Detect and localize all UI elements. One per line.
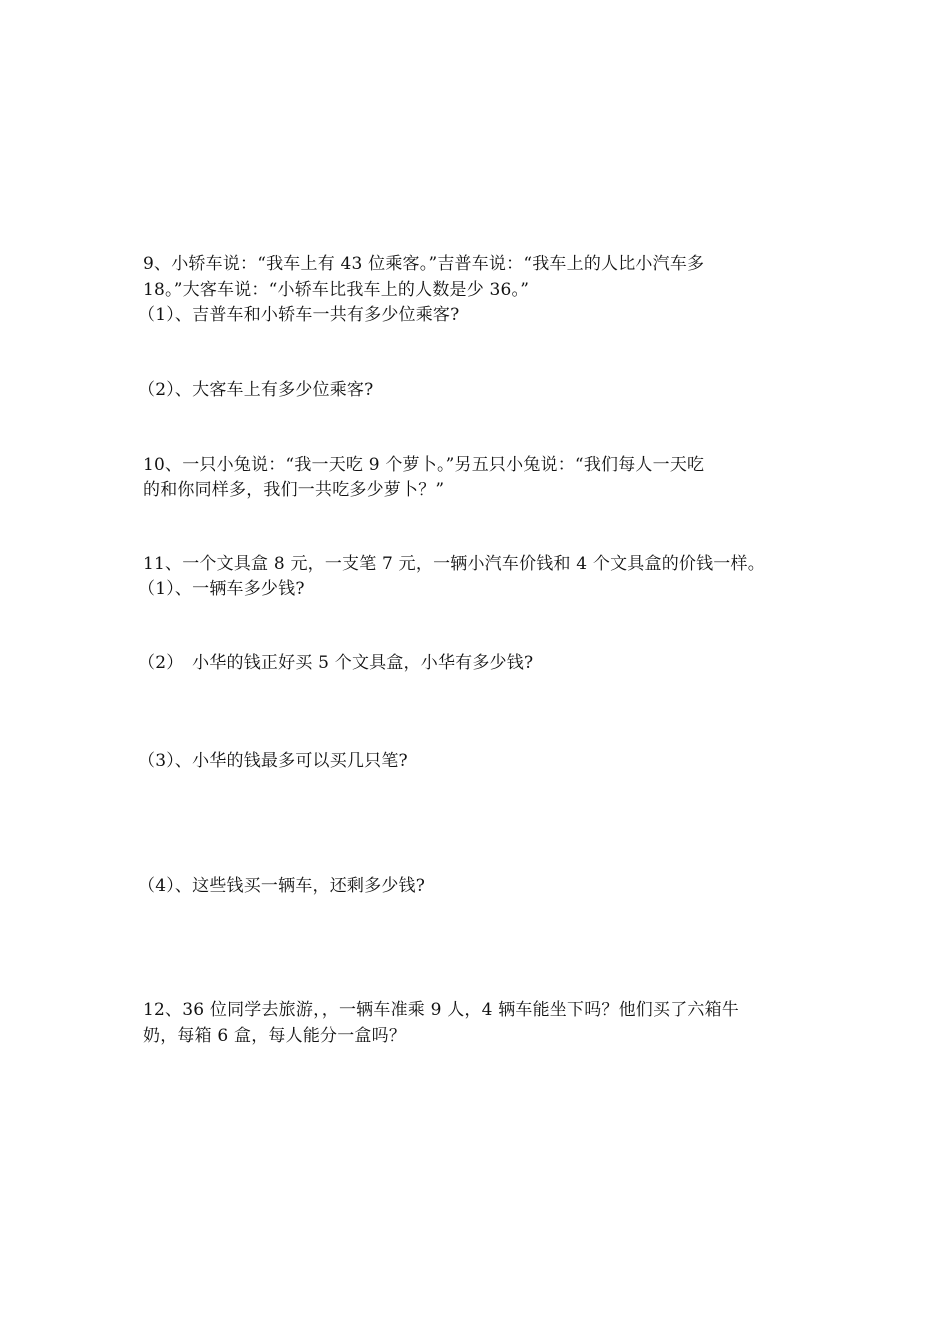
question-10-line-1: 10、一只小兔说：“我一天吃 9 个萝卜。”另五只小兔说：“我们每人一天吃 bbox=[143, 455, 705, 475]
question-9-sub-2: （2）、大客车上有多少位乘客? bbox=[138, 380, 374, 400]
question-11-sub-1: （1）、一辆车多少钱? bbox=[138, 579, 305, 599]
question-12-line-2: 奶，每箱 6 盒，每人能分一盒吗？ bbox=[143, 1026, 407, 1046]
question-9-line-1: 9、小轿车说：“我车上有 43 位乘客。”吉普车说：“我车上的人比小汽车多 bbox=[143, 254, 705, 274]
question-11-sub-2: （2） 小华的钱正好买 5 个文具盒，小华有多少钱? bbox=[138, 653, 534, 673]
question-12-line-1: 12、36 位同学去旅游，，一辆车准乘 9 人，4 辆车能坐下吗？他们买了六箱牛 bbox=[143, 1000, 740, 1020]
question-9-sub-1: （1）、吉普车和小轿车一共有多少位乘客? bbox=[138, 305, 460, 325]
question-11-sub-4: （4）、这些钱买一辆车，还剩多少钱? bbox=[138, 876, 426, 896]
question-9-line-2: 18。”大客车说：“小轿车比我车上的人数是少 36。” bbox=[143, 280, 530, 300]
question-11-sub-3: （3）、小华的钱最多可以买几只笔? bbox=[138, 751, 408, 771]
question-10-line-2: 的和你同样多，我们一共吃多少萝卜？” bbox=[143, 480, 445, 500]
question-11-line-1: 11、一个文具盒 8 元，一支笔 7 元，一辆小汽车价钱和 4 个文具盒的价钱一样。 bbox=[143, 554, 765, 574]
